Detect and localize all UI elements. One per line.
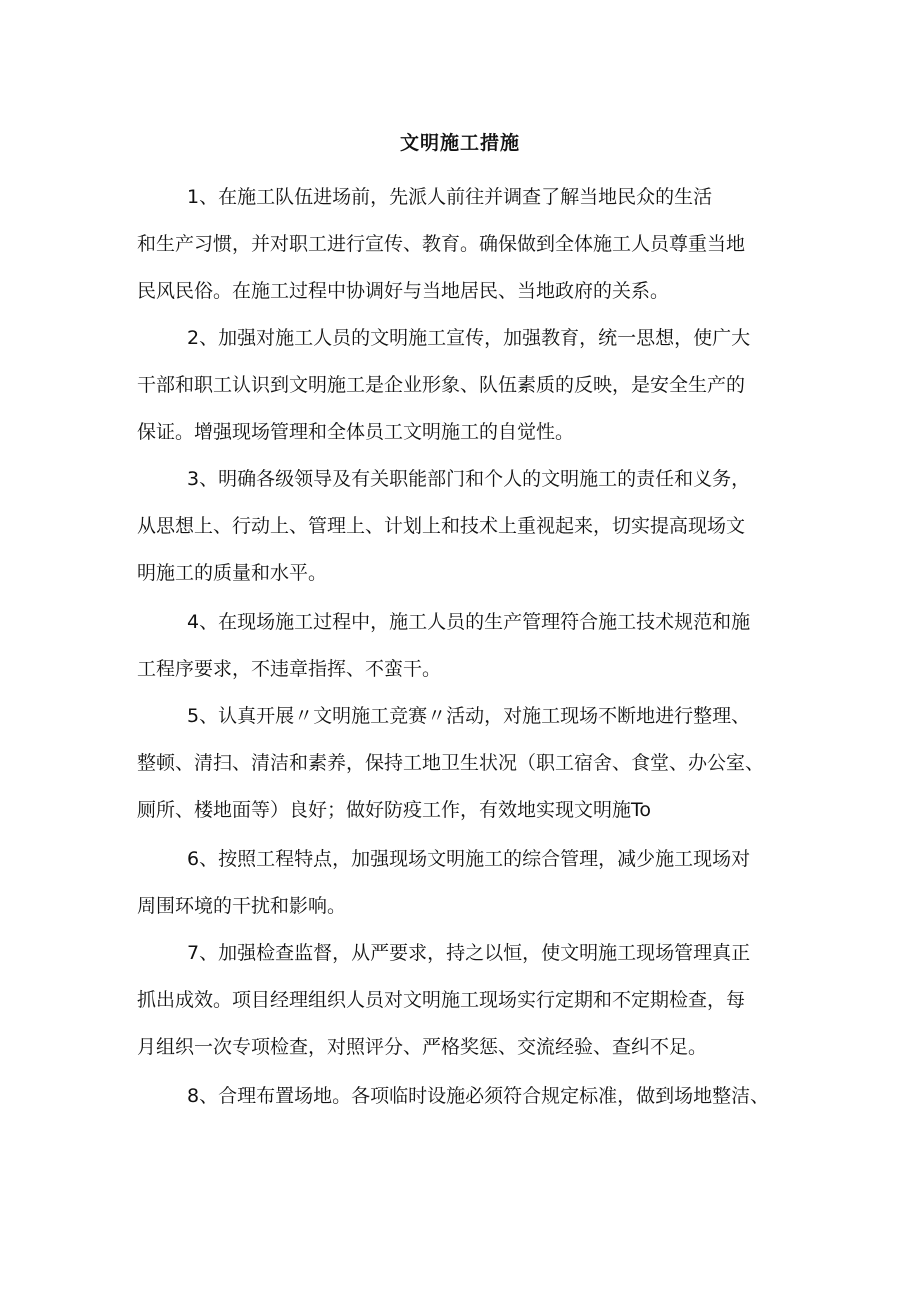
text-line: 民风民俗。在施工过程中协调好与当地居民、当地政府的关系。	[137, 280, 670, 302]
text-line: 抓出成效。项目经理组织人员对文明施工现场实行定期和不定期检查，每	[137, 989, 746, 1011]
document-title: 文明施工措施	[399, 132, 520, 154]
text-line: 保证。增强现场管理和全体员工文明施工的自觉性。	[137, 421, 575, 443]
text-line: 整顿、清扫、清洁和素养，保持工地卫生状况（职工宿舍、食堂、办公室、	[137, 752, 765, 774]
text-line: 周围环境的干扰和影响。	[137, 895, 347, 917]
text-line: 干部和职工认识到文明施工是企业形象、队伍素质的反映，是安全生产的	[137, 374, 746, 396]
text-line: 2、加强对施工人员的文明施工宣传，加强教育，统一思想，使广大	[187, 327, 751, 349]
text-line: 4、在现场施工过程中，施工人员的生产管理符合施工技术规范和施	[187, 611, 751, 633]
text-line: 7、加强检查监督，从严要求，持之以恒，使文明施工现场管理真正	[187, 942, 751, 964]
text-line: 工程序要求，不违章指挥、不蛮干。	[137, 658, 442, 680]
text-line: 3、明确各级领导及有关职能部门和个人的文明施工的责任和义务，	[187, 468, 751, 490]
text-line: 厕所、楼地面等）良好；做好防疫工作，有效地实现文明施To	[137, 799, 652, 821]
text-line: 6、按照工程特点，加强现场文明施工的综合管理，减少施工现场对	[187, 848, 751, 870]
text-line: 5、认真开展〃文明施工竞赛〃活动，对施工现场不断地进行整理、	[187, 705, 751, 727]
text-line: 和生产习惯，并对职工进行宣传、教育。确保做到全体施工人员尊重当地	[137, 233, 746, 255]
text-line: 明施工的质量和水平。	[137, 562, 328, 584]
text-line: 1、在施工队伍进场前，先派人前往并调查了解当地民众的生活	[187, 186, 713, 208]
text-line: 月组织一次专项检查，对照评分、严格奖惩、交流经验、查纠不足。	[137, 1036, 708, 1058]
text-line: 8、合理布置场地。各项临时设施必须符合规定标准，做到场地整洁、	[187, 1085, 770, 1107]
text-line: 从思想上、行动上、管理上、计划上和技术上重视起来，切实提高现场文	[137, 515, 746, 537]
